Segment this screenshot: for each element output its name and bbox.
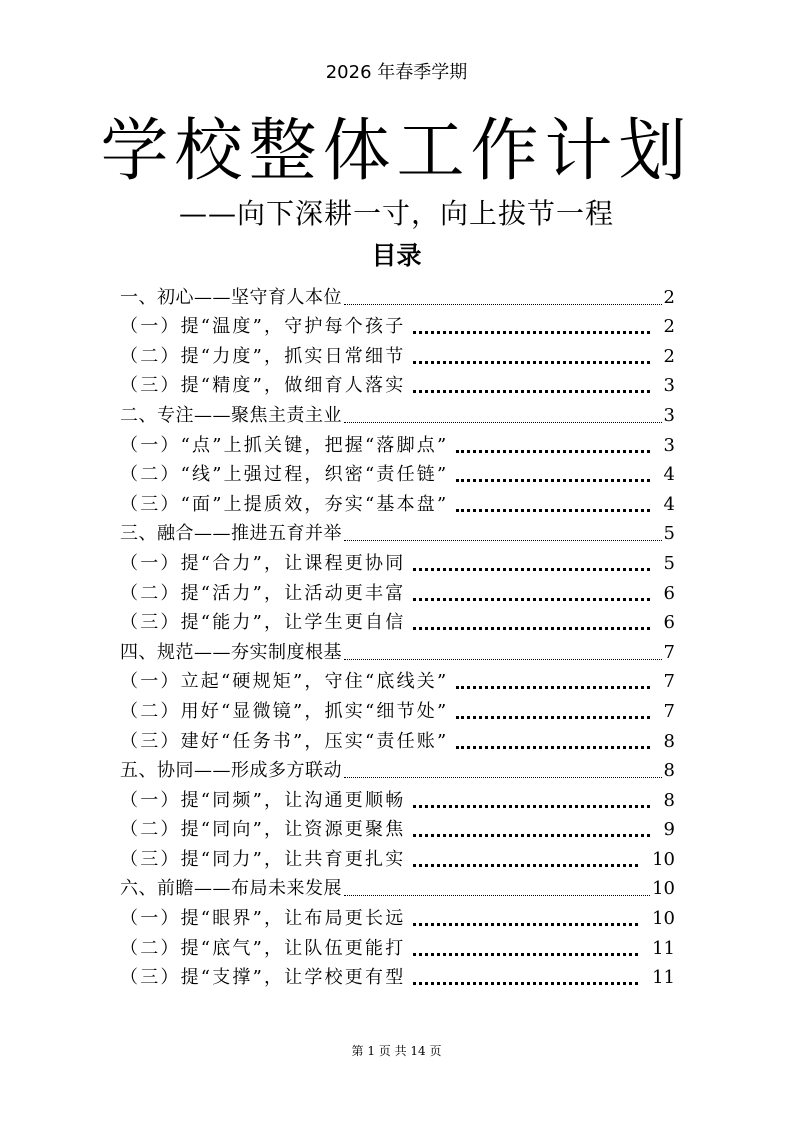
- toc-entry-label: （三）提“同力”，让共育更扎实: [120, 848, 406, 870]
- toc-page-number: 4: [663, 493, 675, 515]
- toc-page-number: 5: [663, 552, 675, 574]
- toc-page-number: 9: [663, 819, 675, 841]
- toc-page-number: 6: [663, 612, 675, 634]
- toc-dot-leader: [456, 716, 649, 719]
- toc-entry-label: 四、规范——夯实制度根基: [120, 641, 342, 663]
- toc-entry-label: （一）提“眼界”，让布局更长远: [120, 908, 406, 930]
- toc-dot-leader: [413, 982, 638, 985]
- toc-entry-label: 六、前瞻——布局未来发展: [120, 878, 342, 900]
- toc-page-number: 8: [663, 760, 675, 782]
- toc-subsection-entry[interactable]: [120, 901, 675, 931]
- toc-subsection-entry[interactable]: [120, 694, 675, 724]
- toc-heading: 目录: [371, 241, 422, 270]
- toc-dot-leader: [413, 953, 638, 956]
- toc-entry-label: （二）提“同向”，让资源更聚焦: [120, 819, 406, 841]
- toc-subsection-entry[interactable]: [120, 724, 675, 754]
- toc-entry-label: （三）建好“任务书”，压实“责任账”: [120, 730, 449, 752]
- page-footer: 第 1 页 共 14 页: [351, 1044, 442, 1058]
- toc-entry-label: （二）提“力度”，抓实日常细节: [120, 345, 406, 367]
- toc-page-number: 2: [663, 286, 675, 308]
- toc-subsection-entry[interactable]: [120, 842, 675, 872]
- toc-entry-label: （二）提“底气”，让队伍更能打: [120, 937, 406, 959]
- toc-entry-label: （一）提“同频”，让沟通更顺畅: [120, 789, 406, 811]
- toc-page-number: 4: [663, 464, 675, 486]
- toc-page-number: 10: [652, 848, 675, 870]
- toc-subsection-entry[interactable]: [120, 339, 675, 369]
- toc-dot-leader: [413, 568, 649, 571]
- toc-dot-leader: [413, 627, 649, 630]
- toc-entry-label: 二、专注——聚焦主责主业: [120, 404, 342, 426]
- toc-subsection-entry[interactable]: [120, 310, 675, 340]
- toc-dot-leader: [413, 805, 649, 808]
- table-of-contents: [120, 280, 675, 990]
- toc-page-number: 10: [652, 878, 675, 900]
- toc-entry-label: （三）“面”上提质效，夯实“基本盘”: [120, 493, 449, 515]
- toc-page-number: 3: [663, 434, 675, 456]
- toc-dot-leader: [456, 450, 649, 453]
- toc-entry-label: （三）提“支撑”，让学校更有型: [120, 967, 406, 989]
- toc-subsection-entry[interactable]: [120, 546, 675, 576]
- toc-dot-leader: [344, 422, 662, 423]
- toc-dot-leader: [344, 659, 662, 660]
- toc-page-number: 8: [663, 789, 675, 811]
- toc-dot-leader: [456, 686, 649, 689]
- toc-entry-label: （二）用好“显微镜”，抓实“细节处”: [120, 700, 449, 722]
- toc-page-number: 2: [663, 316, 675, 338]
- toc-section-entry[interactable]: [120, 872, 675, 902]
- toc-subsection-entry[interactable]: [120, 576, 675, 606]
- toc-entry-label: 一、初心——坚守育人本位: [120, 286, 342, 308]
- toc-dot-leader: [413, 864, 638, 867]
- toc-page-number: 7: [663, 671, 675, 693]
- toc-page-number: 10: [652, 908, 675, 930]
- toc-section-entry[interactable]: [120, 280, 675, 310]
- document-title: 学校整体工作计划: [100, 112, 693, 191]
- toc-page-number: 3: [663, 404, 675, 426]
- toc-subsection-entry[interactable]: [120, 961, 675, 991]
- document-subtitle: ——向下深耕一寸，向上拔节一程: [178, 197, 614, 230]
- toc-page-number: 2: [663, 345, 675, 367]
- toc-dot-leader: [456, 746, 649, 749]
- toc-section-entry[interactable]: [120, 635, 675, 665]
- toc-page-number: 11: [652, 937, 675, 959]
- toc-dot-leader: [456, 509, 649, 512]
- toc-subsection-entry[interactable]: [120, 783, 675, 813]
- toc-page-number: 7: [663, 641, 675, 663]
- toc-entry-label: （二）“线”上强过程，织密“责任链”: [120, 464, 449, 486]
- toc-entry-label: （三）提“能力”，让学生更自信: [120, 612, 406, 634]
- toc-dot-leader: [413, 331, 649, 334]
- toc-page-number: 3: [663, 375, 675, 397]
- toc-page-number: 5: [663, 523, 675, 545]
- toc-section-entry[interactable]: [120, 398, 675, 428]
- toc-entry-label: （二）提“活力”，让活动更丰富: [120, 582, 406, 604]
- toc-entry-label: 五、协同——形成多方联动: [120, 760, 342, 782]
- toc-entry-label: （一）立起“硬规矩”，守住“底线关”: [120, 671, 449, 693]
- toc-dot-leader: [413, 390, 649, 393]
- toc-dot-leader: [413, 923, 638, 926]
- toc-subsection-entry[interactable]: [120, 813, 675, 843]
- toc-section-entry[interactable]: [120, 517, 675, 547]
- toc-dot-leader: [413, 834, 649, 837]
- toc-page-number: 6: [663, 582, 675, 604]
- toc-subsection-entry[interactable]: [120, 458, 675, 488]
- toc-entry-label: （一）提“合力”，让课程更协同: [120, 552, 406, 574]
- toc-page-number: 8: [663, 730, 675, 752]
- toc-dot-leader: [413, 361, 649, 364]
- toc-section-entry[interactable]: [120, 754, 675, 784]
- toc-subsection-entry[interactable]: [120, 487, 675, 517]
- toc-subsection-entry[interactable]: [120, 606, 675, 636]
- toc-dot-leader: [456, 479, 649, 482]
- toc-entry-label: （一）“点”上抓关键，把握“落脚点”: [120, 434, 449, 456]
- toc-dot-leader: [344, 895, 650, 896]
- toc-subsection-entry[interactable]: [120, 369, 675, 399]
- toc-dot-leader: [344, 304, 662, 305]
- toc-subsection-entry[interactable]: [120, 428, 675, 458]
- toc-subsection-entry[interactable]: [120, 665, 675, 695]
- toc-dot-leader: [413, 598, 649, 601]
- toc-entry-label: （三）提“精度”，做细育人落实: [120, 375, 406, 397]
- toc-entry-label: 三、融合——推进五育并举: [120, 523, 342, 545]
- toc-page-number: 11: [652, 967, 675, 989]
- semester-label: 2026 年春季学期: [325, 62, 468, 83]
- toc-dot-leader: [344, 540, 662, 541]
- toc-entry-label: （一）提“温度”，守护每个孩子: [120, 316, 406, 338]
- toc-dot-leader: [344, 777, 662, 778]
- toc-page-number: 7: [663, 700, 675, 722]
- toc-subsection-entry[interactable]: [120, 931, 675, 961]
